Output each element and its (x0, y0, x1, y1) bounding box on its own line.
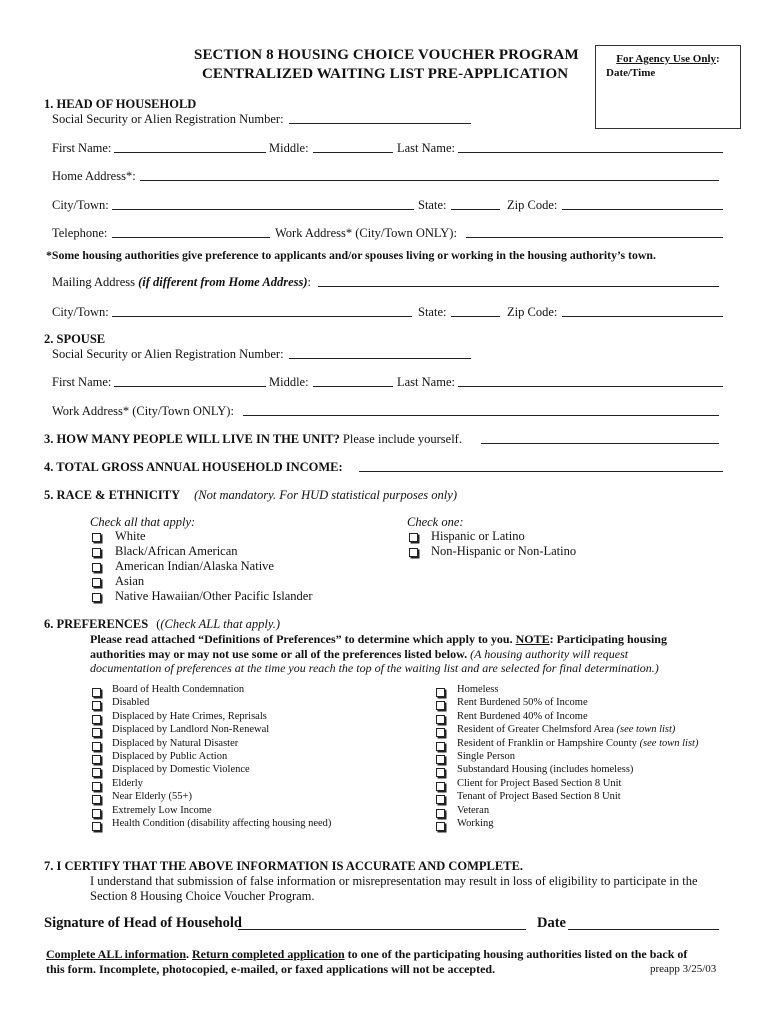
preference-option-text: Board of Health Condemnation (112, 684, 245, 695)
race-option-label (115, 544, 238, 559)
hoh-home-address-field[interactable] (140, 180, 719, 181)
hoh-middle-label: Middle: (269, 141, 309, 155)
footer-rest: to one of the participating housing authorities listed on the back of (344, 947, 688, 961)
preference-option-text: Working (457, 818, 494, 829)
race-option-label (115, 559, 274, 574)
preference-option-label (112, 724, 269, 735)
mailing-state-field[interactable] (451, 316, 500, 317)
para2-note: (A housing authority will request (470, 647, 629, 661)
form-title-line1: SECTION 8 HOUSING CHOICE VOUCHER PROGRAM (194, 47, 579, 63)
hoh-mailing-address-label (52, 275, 311, 290)
preference-option-checkbox[interactable] (92, 728, 101, 737)
signature-label: Signature of Head of Household (44, 915, 242, 931)
agency-box-colon: : (716, 53, 720, 65)
ethnicity-option-checkbox[interactable] (409, 533, 418, 542)
preference-option-text: Rent Burdened 50% of Income (457, 697, 588, 709)
preference-option-checkbox[interactable] (436, 768, 445, 777)
preference-option-checkbox[interactable] (92, 688, 101, 697)
race-option-text: White (115, 529, 146, 543)
preference-option-label (457, 751, 515, 762)
section2-heading: 2. SPOUSE (44, 332, 106, 346)
preference-option-label (457, 778, 621, 789)
preference-option-checkbox[interactable] (436, 795, 445, 804)
footer-return: Return completed application (192, 947, 345, 961)
spouse-last-name-label: Last Name: (397, 375, 455, 389)
hoh-city-label: City/Town: (52, 198, 109, 212)
preference-option-checkbox[interactable] (92, 715, 101, 724)
section6-heading-row: 6. PREFERENCES ((Check ALL that apply.) (44, 617, 281, 631)
preference-option-label (457, 764, 633, 775)
hoh-zip-label: Zip Code: (507, 198, 558, 212)
preference-option-note: (see town list) (616, 724, 676, 736)
spouse-ssn-label: Social Security or Alien Registration Number: (52, 347, 284, 361)
hoh-zip-field[interactable] (562, 209, 723, 210)
mailing-label-text: Mailing Address (52, 275, 139, 289)
date-field[interactable] (568, 929, 719, 930)
race-option-text: Asian (115, 574, 145, 588)
spouse-middle-label: Middle: (269, 375, 309, 389)
preference-option-label (112, 697, 149, 708)
agency-date-time-label: Date/Time (606, 67, 656, 79)
preference-option-checkbox[interactable] (92, 755, 101, 764)
preference-option-checkbox[interactable] (92, 782, 101, 791)
section5-note: (Not mandatory. For HUD statistical purposes only) (194, 488, 457, 502)
preference-option-text: Extremely Low Income (112, 804, 212, 816)
certify-text-line1: I understand that submission of false information or misrepresentation may result in loss of eligibility to participate in the (90, 874, 698, 888)
preference-option-text: Disabled (112, 697, 150, 709)
hoh-state-label: State: (418, 198, 447, 212)
spouse-work-address-field[interactable] (243, 415, 719, 416)
hoh-state-field[interactable] (451, 209, 500, 210)
preference-option-checkbox[interactable] (92, 795, 101, 804)
spouse-last-name-field[interactable] (458, 386, 723, 387)
preference-option-text: Client for Project Based Section 8 Unit (457, 777, 622, 789)
race-option-checkbox[interactable] (92, 593, 101, 602)
footer-complete: Complete ALL information (46, 947, 186, 961)
preference-option-text: Displaced by Natural Disaster (112, 737, 239, 749)
certify-text-line2: Section 8 Housing Choice Voucher Program. (90, 889, 315, 903)
section1-heading: 1. HEAD OF HOUSEHOLD (44, 97, 197, 111)
hoh-middle-field[interactable] (313, 152, 393, 153)
section5-heading: 5. RACE & ETHNICITY (44, 488, 181, 502)
preference-option-text: Substandard Housing (includes homeless) (457, 764, 634, 776)
section3-heading: 3. HOW MANY PEOPLE WILL LIVE IN THE UNIT? (44, 432, 340, 446)
hoh-work-address-field[interactable] (466, 237, 723, 238)
preference-option-checkbox[interactable] (92, 742, 101, 751)
preference-option-label (457, 724, 675, 735)
race-option-checkbox[interactable] (92, 563, 101, 572)
race-option-checkbox[interactable] (92, 533, 101, 542)
agency-box-title: For Agency Use Only (616, 53, 717, 65)
household-income-field[interactable] (359, 471, 723, 472)
preference-note: *Some housing authorities give preference to applicants and/or spouses living or working in the housing authority’s town. (46, 248, 656, 262)
preference-option-label (457, 684, 498, 695)
preference-option-label (112, 751, 227, 762)
preference-option-checkbox[interactable] (436, 715, 445, 724)
race-option-label (115, 529, 146, 544)
hoh-ssn-field[interactable] (289, 123, 471, 124)
para1-note: NOTE (515, 632, 550, 646)
preference-option-checkbox[interactable] (436, 688, 445, 697)
preference-option-label (112, 778, 143, 789)
ethnicity-instruction: Check one: (407, 515, 464, 529)
spouse-first-name-label: First Name: (52, 375, 112, 389)
ethnicity-option-text: Hispanic or Latino (431, 529, 525, 543)
preference-option-text: Displaced by Hate Crimes, Reprisals (112, 710, 267, 722)
hoh-telephone-label: Telephone: (52, 226, 108, 240)
ethnicity-option-label (431, 544, 576, 559)
ethnicity-option-label (431, 529, 525, 544)
race-instruction: Check all that apply: (90, 515, 196, 529)
preference-option-label (112, 711, 267, 722)
preference-option-text: Veteran (457, 804, 490, 816)
hoh-last-name-label: Last Name: (397, 141, 455, 155)
preference-option-label (457, 805, 489, 816)
section4-heading: 4. TOTAL GROSS ANNUAL HOUSEHOLD INCOME: (44, 460, 343, 474)
ethnicity-option-checkbox[interactable] (409, 548, 418, 557)
race-option-label (115, 574, 144, 589)
preference-option-text: Resident of Franklin or Hampshire County (457, 737, 640, 749)
preference-option-text: Displaced by Landlord Non-Renewal (112, 724, 270, 736)
race-option-text: Black/African American (115, 544, 238, 558)
hoh-telephone-field[interactable] (112, 237, 270, 238)
mailing-city-label: City/Town: (52, 305, 109, 319)
para1-text: Please read attached “Definitions of Preferences” to determine which apply to you. (90, 632, 516, 646)
preference-option-text: Health Condition (disability affecting housing need) (112, 818, 332, 829)
para2-text: authorities may or may not use some or all of the preferences listed below. (90, 647, 471, 661)
hoh-ssn-label: Social Security or Alien Registration Number: (52, 112, 284, 126)
section6-heading-note: (Check ALL that apply.) (160, 617, 281, 631)
mailing-city-field[interactable] (112, 316, 412, 317)
race-option-checkbox[interactable] (92, 578, 101, 587)
date-label: Date (537, 915, 566, 931)
preference-option-text: Displaced by Public Action (112, 751, 228, 762)
preference-option-label (112, 738, 238, 749)
spouse-first-name-field[interactable] (114, 386, 266, 387)
section5-heading-row (44, 488, 457, 503)
race-option-text: American Indian/Alaska Native (115, 559, 274, 573)
preference-option-text: Homeless (457, 684, 499, 695)
race-option-label (115, 589, 313, 604)
ethnicity-option-text: Non-Hispanic or Non-Latino (431, 544, 577, 558)
section6-heading: 6. PREFERENCES (44, 617, 149, 631)
preference-option-text: Displaced by Domestic Violence (112, 764, 250, 776)
preference-option-checkbox[interactable] (92, 768, 101, 777)
preference-option-text: Single Person (457, 751, 516, 762)
signature-field[interactable] (238, 929, 526, 930)
hoh-work-address-label: Work Address* (City/Town ONLY): (275, 226, 457, 240)
preference-option-checkbox[interactable] (436, 742, 445, 751)
preference-option-checkbox[interactable] (436, 728, 445, 737)
preference-option-checkbox[interactable] (92, 822, 101, 831)
preference-option-text: Elderly (112, 777, 143, 789)
hoh-first-name-field[interactable] (114, 152, 266, 153)
preference-option-label (112, 791, 192, 802)
race-option-text: Native Hawaiian/Other Pacific Islander (115, 589, 313, 603)
section6-para-line2 (90, 647, 628, 662)
preference-option-checkbox[interactable] (436, 701, 445, 710)
preference-option-text: Tenant of Project Based Section 8 Unit (457, 791, 621, 803)
hoh-last-name-field[interactable] (458, 152, 723, 153)
hoh-first-name-label: First Name: (52, 141, 112, 155)
preference-option-text: Resident of Greater Chelmsford Area (457, 724, 617, 736)
spouse-ssn-field[interactable] (289, 358, 471, 359)
preference-option-checkbox[interactable] (436, 822, 445, 831)
preference-option-text: Near Elderly (55+) (112, 791, 192, 803)
hoh-home-address-label: Home Address*: (52, 169, 136, 183)
preference-option-checkbox[interactable] (92, 809, 101, 818)
footer-period: . (186, 947, 192, 961)
preference-option-checkbox[interactable] (436, 782, 445, 791)
preference-option-label (457, 697, 588, 708)
preference-option-label (112, 805, 212, 816)
section3-note: Please include yourself. (339, 432, 462, 446)
preference-option-note: (see town list) (639, 737, 699, 749)
mailing-label-colon: : (307, 275, 312, 289)
preference-option-label (457, 791, 621, 802)
hoh-mailing-address-field[interactable] (318, 286, 719, 287)
para1-text-b: : Participating housing (549, 632, 667, 646)
preference-option-text: Rent Burdened 40% of Income (457, 710, 588, 722)
section6-para-line1 (90, 632, 667, 647)
preference-option-checkbox[interactable] (436, 755, 445, 764)
mailing-label-note: (if different from Home Address) (138, 275, 308, 289)
preference-option-label (112, 684, 244, 695)
spouse-work-address-label: Work Address* (City/Town ONLY): (52, 404, 234, 418)
household-size-field[interactable] (481, 443, 719, 444)
preference-option-label (457, 738, 698, 749)
race-option-checkbox[interactable] (92, 548, 101, 557)
form-title-line2: CENTRALIZED WAITING LIST PRE-APPLICATION (202, 66, 569, 82)
hoh-city-field[interactable] (112, 209, 414, 210)
spouse-middle-field[interactable] (313, 386, 393, 387)
section7-heading: 7. I CERTIFY THAT THE ABOVE INFORMATION IS ACCURATE AND COMPLETE. (44, 859, 524, 873)
footer-line2: this form. Incomplete, photocopied, e-mailed, or faxed applications will not be accepted. (46, 962, 496, 976)
mailing-zip-field[interactable] (562, 316, 723, 317)
preference-option-label (112, 818, 331, 829)
form-id: preapp 3/25/03 (650, 963, 717, 975)
section3-heading-row (44, 432, 462, 447)
preference-option-checkbox[interactable] (436, 809, 445, 818)
preference-option-label (112, 764, 250, 775)
agency-use-box (595, 45, 741, 129)
preference-option-checkbox[interactable] (92, 701, 101, 710)
preference-option-label (457, 711, 588, 722)
preference-option-label (457, 818, 493, 829)
mailing-state-label: State: (418, 305, 447, 319)
section6-para-line3: documentation of preferences at the time you reach the top of the waiting list and are selected for final determination.) (90, 661, 659, 675)
mailing-zip-label: Zip Code: (507, 305, 558, 319)
footer-line1 (46, 947, 687, 962)
